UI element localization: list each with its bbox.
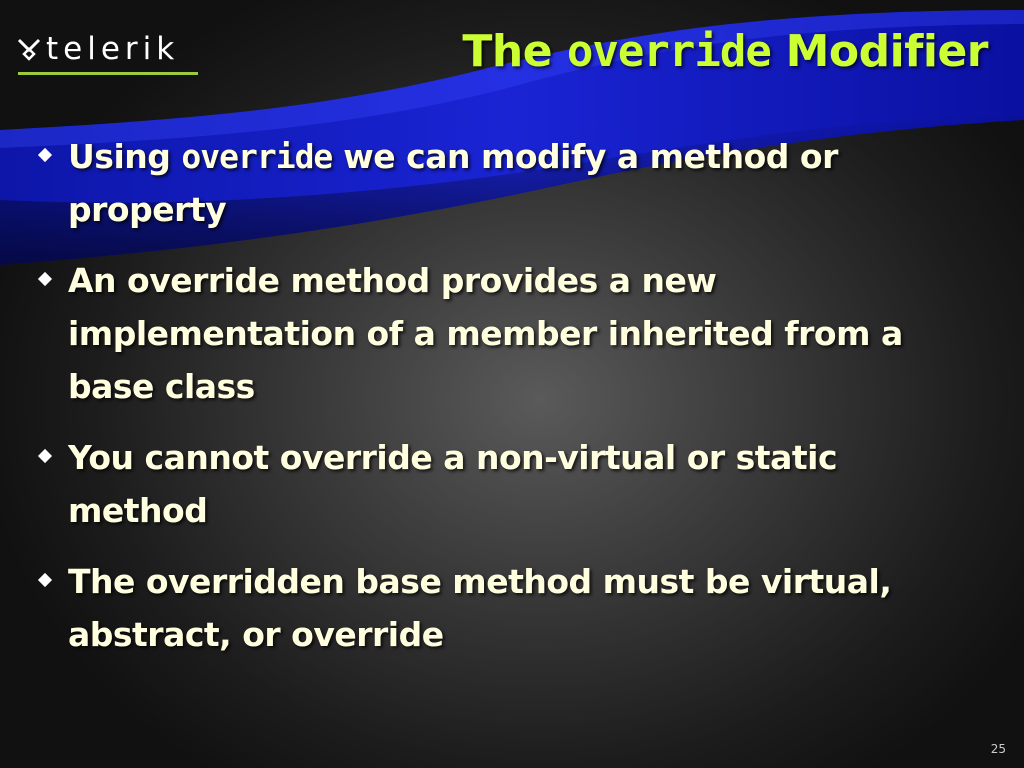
bullet-prefix: Using (68, 137, 182, 176)
bullet-list (36, 130, 986, 679)
bullet-code: override (181, 137, 333, 176)
logo-underline (18, 72, 198, 75)
slide-title (462, 26, 988, 77)
bullet-text: The overridden base method must be virtual, abstract, or override (68, 562, 892, 654)
title-code: override (566, 26, 771, 77)
bullet-suffix: we can modify a method or property (68, 137, 838, 229)
diamond-bullet-icon (38, 148, 52, 162)
bullet-item (36, 130, 986, 236)
bullet-text: An override method provides a new implementation of a member inherited from a base class (68, 261, 903, 406)
title-suffix: Modifier (770, 26, 988, 77)
logo-text: telerik (46, 31, 180, 67)
diamond-bullet-icon (38, 449, 52, 463)
bullet-item (36, 555, 986, 661)
bullet-item (36, 431, 986, 537)
title-prefix: The (462, 26, 567, 77)
page-number: 25 (990, 742, 1006, 756)
bullet-item (36, 254, 986, 413)
telerik-logo-icon (16, 36, 42, 62)
diamond-bullet-icon (38, 272, 52, 286)
telerik-logo (16, 32, 179, 78)
diamond-bullet-icon (38, 573, 52, 587)
bullet-text: You cannot override a non-virtual or static method (68, 438, 838, 530)
